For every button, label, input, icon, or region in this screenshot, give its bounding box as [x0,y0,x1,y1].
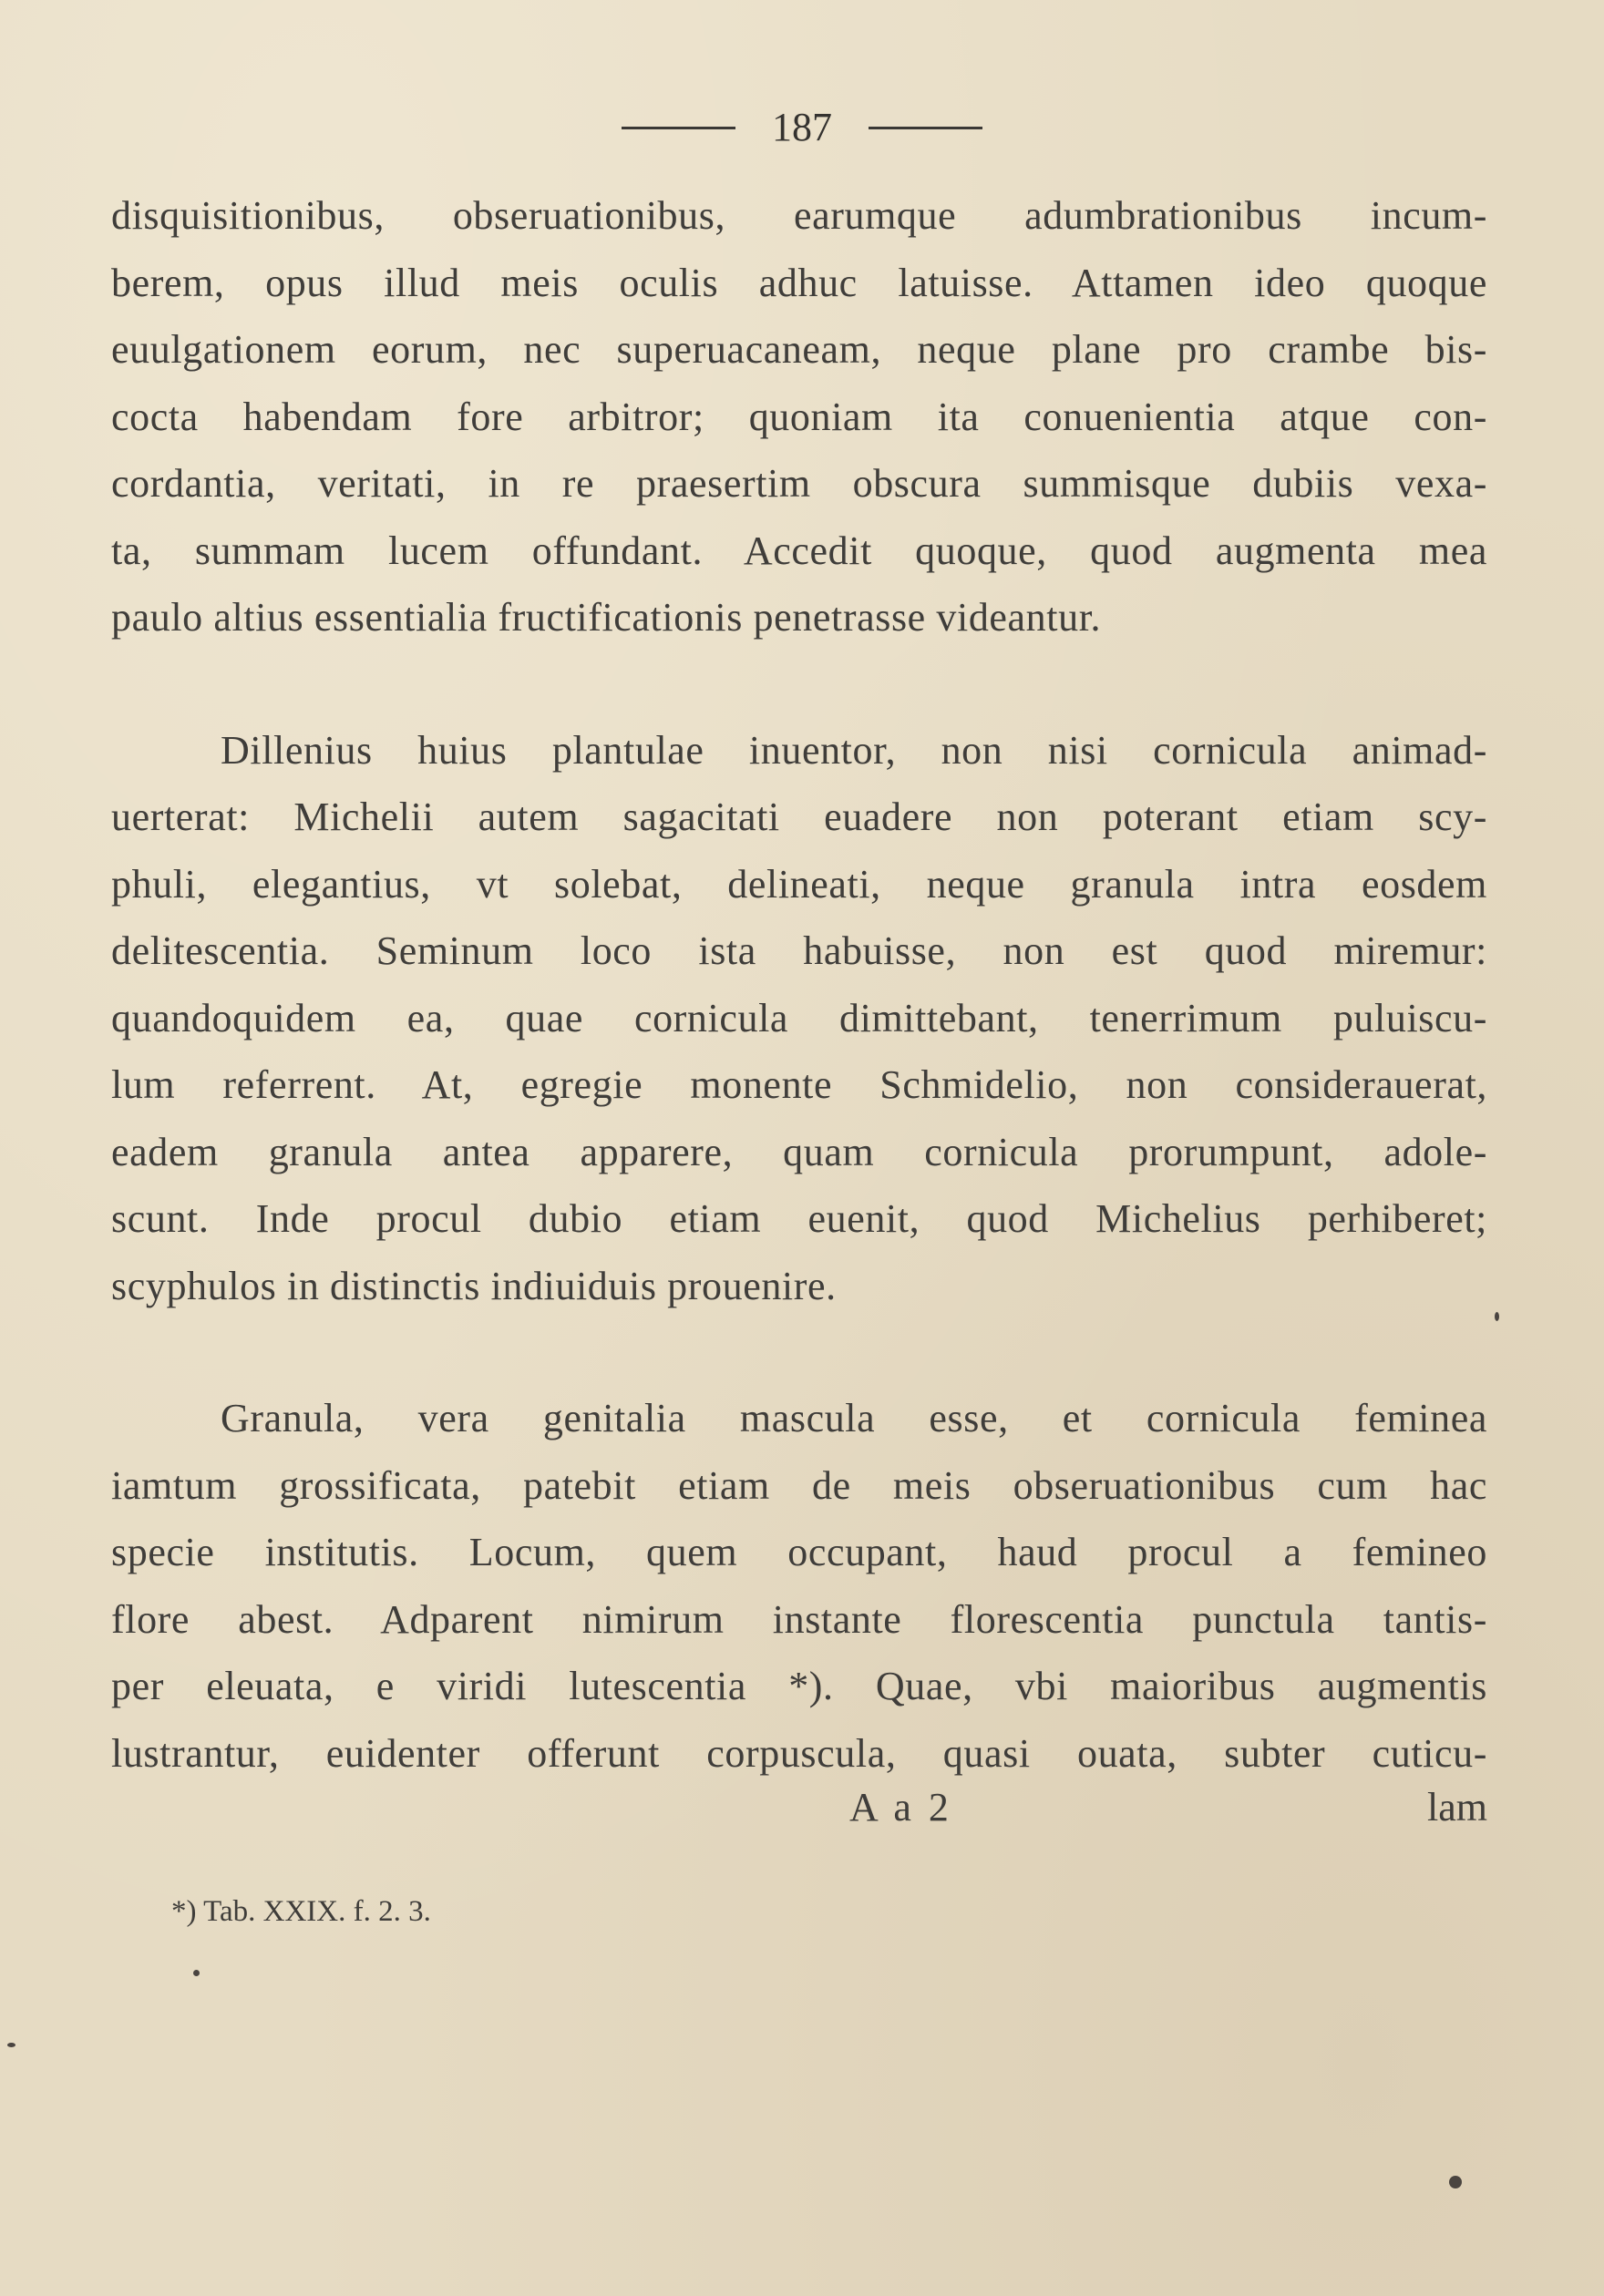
text-line: disquisitionibus, obseruationibus, earumque adumbrationibus incum- [111,193,1487,238]
paragraph-1 [111,182,1487,651]
text-line: quandoquidem ea, quae cornicula dimittebant, tenerrimum puluiscu- [111,995,1487,1040]
paragraph-gap [111,651,1487,717]
printer-signature: A a 2 [849,1785,952,1830]
text-line: lum referrent. At, egregie monente Schmidelio, non considerauerat, [111,1062,1487,1107]
text-line: eadem granula antea apparere, quam cornicula prorumpunt, adole- [111,1129,1487,1174]
paragraph-gap [111,1319,1487,1385]
catchword: lam [1427,1785,1487,1830]
left-head-rule [622,127,735,129]
text-line: per eleuata, e viridi lutescentia *). Quae, vbi maioribus augmentis [111,1664,1487,1708]
text-line: uerterat: Michelii autem sagacitati euadere non poterant etiam scy- [111,794,1487,839]
body-text [111,182,1487,1787]
running-head [0,105,1604,149]
text-line: lustrantur, euidenter offerunt corpuscula, quasi ouata, subter cuticu- [111,1730,1487,1776]
paper-speck [1449,2176,1462,2188]
paragraph-3 [111,1385,1487,1787]
text-line: scyphulos in distinctis indiuiduis prouenire. [111,1263,837,1308]
right-head-rule [869,127,982,129]
text-line: euulgationem eorum, nec superuacaneam, neque plane pro crambe bis- [111,327,1487,372]
paper-speck [7,2043,15,2047]
text-line: flore abest. Adparent nimirum instante florescentia punctula tantis- [111,1596,1487,1642]
page-number: 187 [772,105,832,149]
text-line: Granula, vera genitalia mascula esse, et cornicula feminea [221,1396,1487,1440]
text-line: berem, opus illud meis oculis adhuc latuisse. Attamen ideo quoque [111,260,1487,305]
text-line: specie institutis. Locum, quem occupant, haud procul a femineo [111,1530,1487,1574]
paragraph-2 [111,717,1487,1320]
footnote: *) Tab. XXIX. f. 2. 3. [171,1895,431,1928]
text-line: scunt. Inde procul dubio etiam euenit, quod Michelius perhiberet; [111,1196,1487,1241]
text-line: cordantia, veritati, in re praesertim obscura summisque dubiis vexa- [111,461,1487,506]
text-line: iamtum grossificata, patebit etiam de meis obseruationibus cum hac [111,1462,1487,1508]
text-line: phuli, elegantius, vt solebat, delineati, neque granula intra eosdem [111,861,1487,907]
text-line: paulo altius essentialia fructificationis penetrasse videantur. [111,595,1102,640]
text-line: Dillenius huius plantulae inuentor, non nisi cornicula animad- [221,727,1487,773]
signature-row [111,1784,1487,1839]
paper-speck [193,1970,200,1976]
paper-speck [1495,1312,1499,1321]
text-line: delitescentia. Seminum loco ista habuisse, non est quod miremur: [111,928,1487,973]
text-line: cocta habendam fore arbitror; quoniam ita conuenientia atque con- [111,394,1487,439]
text-line: ta, summam lucem offundant. Accedit quoque, quod augmenta mea [111,528,1487,573]
